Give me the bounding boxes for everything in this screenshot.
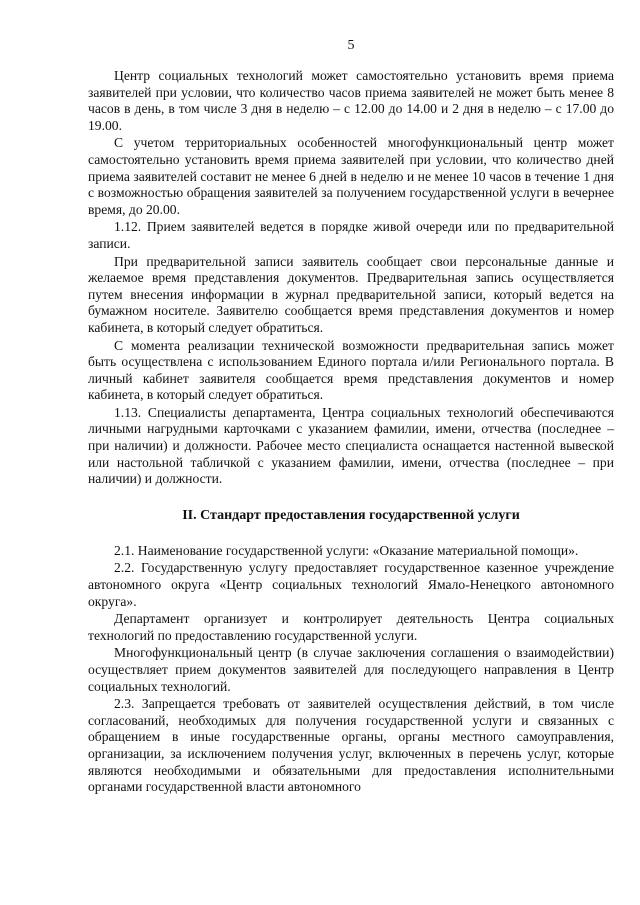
paragraph-mfc-hours: С учетом территориальных особенностей многофункциональный центр может самостоятельно установить время приема заявителей при условии, что количество дней приема заявителей составит не менее 6 дней в неделю и не менее 10 часов в течение 1 дня с возможностью обращения заявителей за получением государственной услуги в вечернее время, до 20.00. bbox=[88, 135, 614, 217]
paragraph-2-3: 2.3. Запрещается требовать от заявителей осуществления действий, в том числе согласований, необходимых для получения государственной услуги и связанных с обращением в иные государственные органы, органы местного самоуправления, организации, за исключением получения услуг, включенных в перечень услуг, которые являются необходимыми и обязательными для предоставления исполнительными органами государственной власти автономного bbox=[88, 696, 614, 795]
paragraph-2-2: 2.2. Государственную услугу предоставляет государственное казенное учреждение автономного округа «Центр социальных технологий Ямало-Ненецкого автономного округа». bbox=[88, 560, 614, 609]
section-heading: II. Стандарт предоставления государственной услуги bbox=[182, 507, 520, 523]
paragraph-2-1: 2.1. Наименование государственной услуги: «Оказание материальной помощи». bbox=[114, 542, 579, 558]
paragraph-1-12: 1.12. Прием заявителей ведется в порядке живой очереди или по предварительной записи. bbox=[88, 219, 614, 251]
paragraph-preregistration: При предварительной записи заявитель сообщает свои персональные данные и желаемое время представления документов. Предварительная запись осуществляется путем внесения информации в журнал предварительной записи, который ведется на бумажном носителе. Заявителю сообщается время представления документов и номер кабинета, в который следует обратиться. bbox=[88, 253, 614, 335]
paragraph-mfc: Многофункциональный центр (в случае заключения соглашения о взаимодействии) осуществляет прием документов заявителей для последующего направления в Центр социальных технологий. bbox=[88, 645, 614, 694]
paragraph-1-13: 1.13. Специалисты департамента, Центра социальных технологий обеспечиваются личными нагрудными карточками с указанием фамилии, имени, отчества (последнее – при наличии) и должности. Рабочее место специалиста оснащается настенной вывеской или настольной табличкой с указанием фамилии, имени, отчества (последнее – при наличии) и должности. bbox=[88, 404, 614, 487]
page-number: 5 bbox=[347, 38, 355, 53]
paragraph-reception-hours: Центр социальных технологий может самостоятельно установить время приема заявителей при условии, что количество часов приема заявителей не может быть менее 8 часов в день, в том числе 3 дня в неделю – с 12.00 до 14.00 и 2 дня в неделю – с 17.00 до 19.00. bbox=[88, 68, 614, 133]
paragraph-portal-registration: С момента реализации технической возможности предварительная запись может быть осуществлена с использованием Единого портала и/или Регионального портала. В личный кабинет заявителя сообщается время представления документов и номер кабинета, в который следует обратиться. bbox=[88, 337, 614, 403]
paragraph-department: Департамент организует и контролирует деятельность Центра социальных технологий по предоставлению государственной услуги. bbox=[88, 611, 614, 643]
